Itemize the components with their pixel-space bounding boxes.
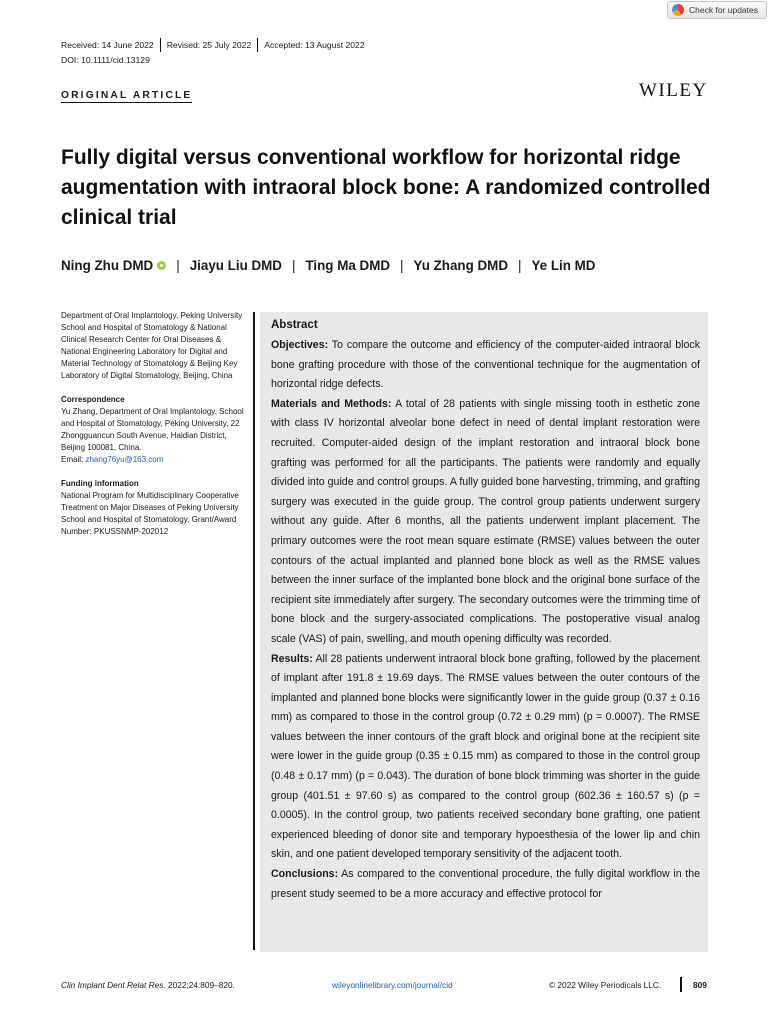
accepted-date: Accepted: 13 August 2022: [264, 40, 365, 50]
correspondence: [61, 394, 248, 466]
author-separator: |: [176, 258, 180, 273]
objectives-text: To compare the outcome and efficiency of the computer-aided intraoral block bone grafting procedure with those of the conventional technique for the augmentation of horizontal ridge defects.: [271, 339, 700, 391]
methods-label: Materials and Methods:: [271, 397, 392, 410]
citation-volume: 2022;24:809–820.: [165, 980, 235, 990]
email-link[interactable]: zhang76yu@163.com: [85, 455, 164, 464]
date-divider: [257, 38, 258, 52]
journal-name: Clin Implant Dent Relat Res.: [61, 980, 166, 990]
page-number: 809: [693, 980, 707, 990]
author-list: [61, 258, 721, 273]
author-separator: |: [518, 258, 522, 273]
footer-divider: [680, 977, 682, 992]
author-separator: |: [400, 258, 404, 273]
abstract-box: [260, 312, 708, 952]
check-for-updates-label: Check for updates: [689, 5, 758, 15]
author-separator: |: [291, 258, 296, 273]
page-footer: [61, 980, 711, 992]
conclusions-text: As compared to the conventional procedure, the fully digital workflow in the present study seemed to be a more accuracy and effective protocol for: [271, 868, 700, 900]
publisher-logo: WILEY: [639, 80, 708, 101]
received-date: Received: 14 June 2022: [61, 40, 154, 50]
abstract-results: [271, 650, 700, 866]
doi: DOI: 10.1111/cid.13129: [61, 55, 150, 65]
results-label: Results:: [271, 652, 313, 665]
results-text: All 28 patients underwent intraoral block bone grafting, followed by the placement of implant after 191.8 ± 19.69 days. The RMSE values between the outer contours of the implanted and planned bone blocks were significantly lower in the guide group (0.37 ± 0.16 mm) as compared to those in the control group (0.72 ± 0.29 mm) (p = 0.0007). The RMSE values between the inner contours of the graft block and original bone at the recipient site were lower in the guide group (0.35 ± 0.15 mm) as compared to those in the control group (0.48 ± 0.17 mm) (p = 0.043). The duration of bone block trimming was shorter in the guide group (401.51 ± 97.60 s) as compared to the control group (602.36 ± 160.57 s) (p = 0.0005). In the control group, two patients received secondary bone grafting, one patient experienced bleeding of donor site and temporary hypoesthesia of the lower lip and chin skin, and one patient developed temporary sensitivity of the adjacent tooth.: [271, 652, 700, 861]
funding-heading: Funding information: [61, 479, 139, 488]
sidebar-info: [61, 310, 248, 550]
abstract-conclusions: [271, 865, 700, 904]
journal-citation: [61, 980, 235, 990]
funding-body: National Program for Multidisciplinary Cooperative Treatment on Major Diseases of Peking University School and Hospital of Stomatology, Grant/Award Number: PKUSSNMP-202012: [61, 491, 239, 536]
author-name: Ye Lin MD: [531, 258, 596, 273]
abstract-objectives: [271, 336, 700, 395]
journal-website-link[interactable]: wileyonlinelibrary.com/journal/cid: [332, 980, 453, 990]
objectives-label: Objectives:: [271, 339, 329, 351]
date-divider: [160, 38, 161, 52]
correspondence-heading: Correspondence: [61, 395, 125, 404]
author-name: Yu Zhang DMD: [413, 258, 508, 273]
copyright: © 2022 Wiley Periodicals LLC.: [549, 980, 662, 990]
article-type: ORIGINAL ARTICLE: [61, 90, 193, 101]
conclusions-label: Conclusions:: [271, 868, 339, 881]
author-name: Ting Ma DMD: [305, 258, 391, 273]
abstract-heading: Abstract: [271, 319, 318, 331]
revised-date: Revised: 25 July 2022: [166, 40, 252, 50]
author-name: Jiayu Liu DMD: [189, 258, 282, 273]
orcid-icon[interactable]: [157, 261, 166, 270]
affiliation: Department of Oral Implantology, Peking University School and Hospital of Stomatology & National Clinical Research Center for Oral Diseases & National Engineering Laboratory for Digital and Material Technology of Stomatology & Beijing Key Laboratory of Digital Stomatology, Beijing, China: [61, 311, 243, 380]
abstract-methods: [271, 395, 700, 650]
paper-title: Fully digital versus conventional workflow for horizontal ridge augmentation with intraoral block bone: A randomized controlled clinical trial: [61, 146, 711, 229]
correspondence-body: Yu Zhang, Department of Oral Implantology, School and Hospital of Stomatology, Peking University, 22 Zhongguancun South Avenue, Haidian District, Beijing 100081, China.: [61, 407, 244, 452]
email-label: Email:: [61, 455, 86, 464]
column-divider: [253, 312, 255, 950]
methods-text: A total of 28 patients with single missing tooth in esthetic zone with class IV horizontal alveolar bone defect in need of dental implant restoration were recruited. Computer-aided design of the implant restoration and intraoral block bone grafting was performed for all the participants. The patients were randomly and equally divided into guide and control groups. A fully guided bone harvesting, trimming, and grafting surgery was executed in the guide group. The control group patients underwent surgery without any guide. After 6 months, all the patients underwent implant placement. The primary outcomes were the root mean square estimate (RMSE) values between the outer contours of the actual implanted and planned bone block as well as the RMSE values between the inner surface of the implanted bone block and the original bone surface of the recipient site immediately after surgery. The secondary outcomes were the trimming time of bone block and the surgery-associated complications. The postoperative visual analog scale (VAS) of pain, swelling, and mouth opening difficulty was recorded.: [271, 397, 700, 645]
article-dates: [61, 38, 365, 52]
crossmark-icon: [672, 4, 684, 16]
check-for-updates-button[interactable]: [667, 1, 767, 19]
funding-info: [61, 478, 248, 538]
author-name: Ning Zhu DMD: [61, 258, 154, 273]
